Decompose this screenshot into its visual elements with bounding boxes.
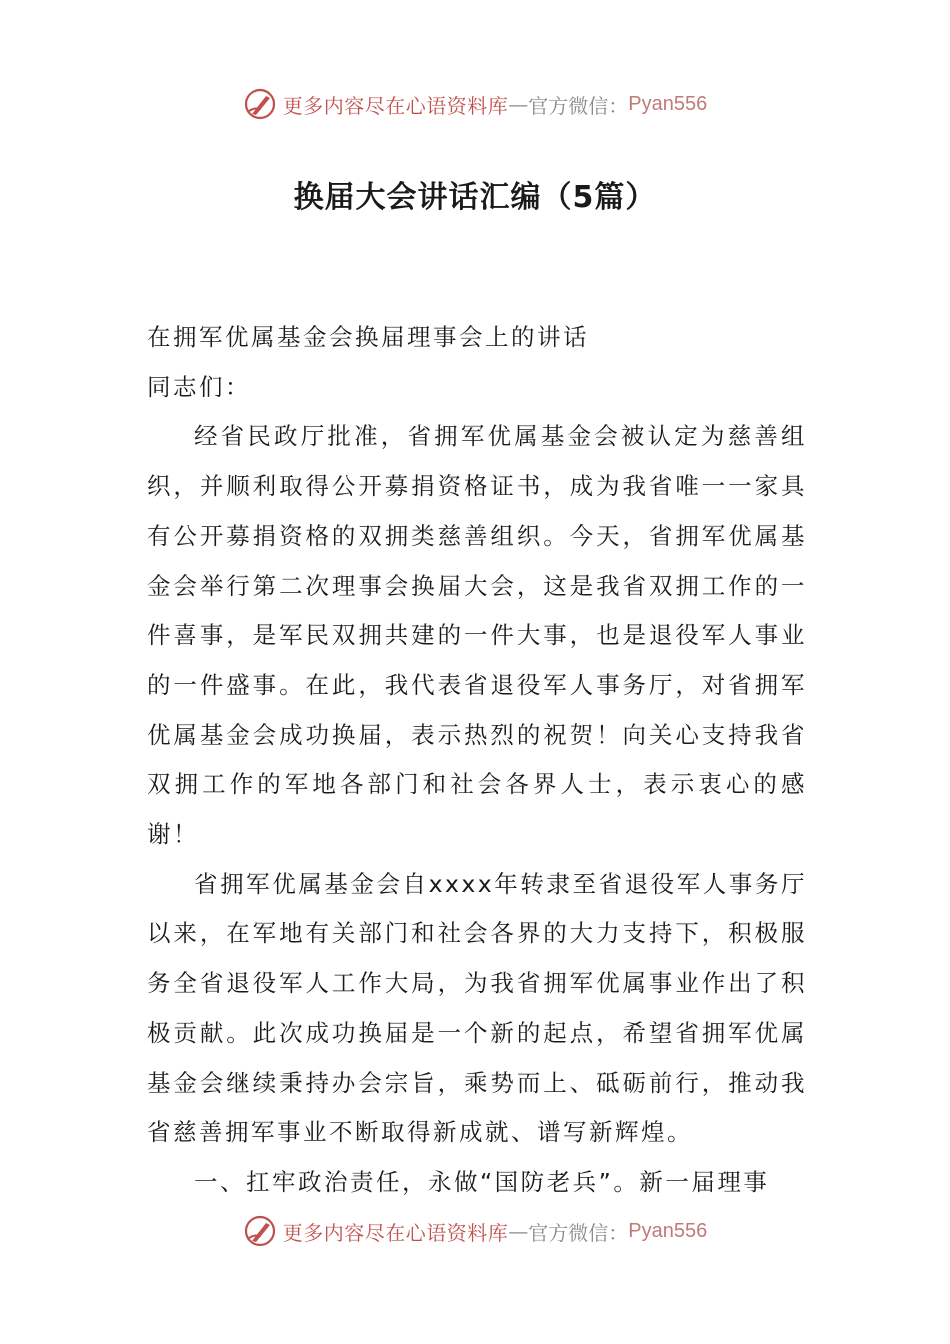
paragraph-1: 经省民政厅批准，省拥军优属基金会被认定为慈善组织，并顺利取得公开募捐资格证书，成为我省唯一一家具有公开募捐资格的双拥类慈善组织。今天，省拥军优属基金会举行第二次理事会换届大会，这是我省双拥工作的一件喜事，是军民双拥共建的一件大事，也是退役军人事业的一件盛事。在此，我代表省退役军人事务厅，对省拥军优属基金会成功换届，表示热烈的祝贺！向关心支持我省双拥工作的军地各部门和社会各界人士，表示衷心的感谢！ bbox=[147, 422, 807, 849]
watermark-wechat-id: Pyan556 bbox=[628, 92, 708, 115]
quill-logo-icon bbox=[243, 87, 277, 121]
salutation: 同志们： bbox=[147, 372, 251, 401]
header-watermark bbox=[0, 84, 950, 124]
watermark-wechat-id: Pyan556 bbox=[628, 1219, 708, 1242]
document-title: 换届大会讲话汇编（5篇） bbox=[293, 180, 657, 215]
watermark-official-label: 官方微信： bbox=[528, 93, 629, 118]
paragraph-3: 一、扛牢政治责任，永做“国防老兵”。新一届理事 bbox=[194, 1167, 770, 1196]
document-body bbox=[147, 313, 807, 1208]
watermark-official-label: 官方微信： bbox=[528, 1220, 629, 1245]
quill-logo-icon bbox=[243, 1214, 277, 1248]
speech-subtitle: 在拥军优属基金会换届理事会上的讲话 bbox=[147, 323, 589, 351]
watermark-separator: — bbox=[508, 1219, 529, 1243]
footer-watermark bbox=[0, 1211, 950, 1251]
paragraph-2: 省拥军优属基金会自xxxx年转隶至省退役军人事务厅以来，在军地有关部门和社会各界的大力支持下，积极服务全省退役军人工作大局，为我省拥军优属事业作出了积极贡献。此次成功换届是一个新的起点，希望省拥军优属基金会继续秉持办会宗旨，乘势而上、砥砺前行，推动我省慈善拥军事业不断取得新成就、谱写新辉煌。 bbox=[147, 869, 807, 1147]
watermark-main-text: 更多内容尽在心语资料库 bbox=[282, 1220, 509, 1245]
watermark-separator: — bbox=[508, 92, 529, 116]
watermark-main-text: 更多内容尽在心语资料库 bbox=[282, 93, 509, 118]
